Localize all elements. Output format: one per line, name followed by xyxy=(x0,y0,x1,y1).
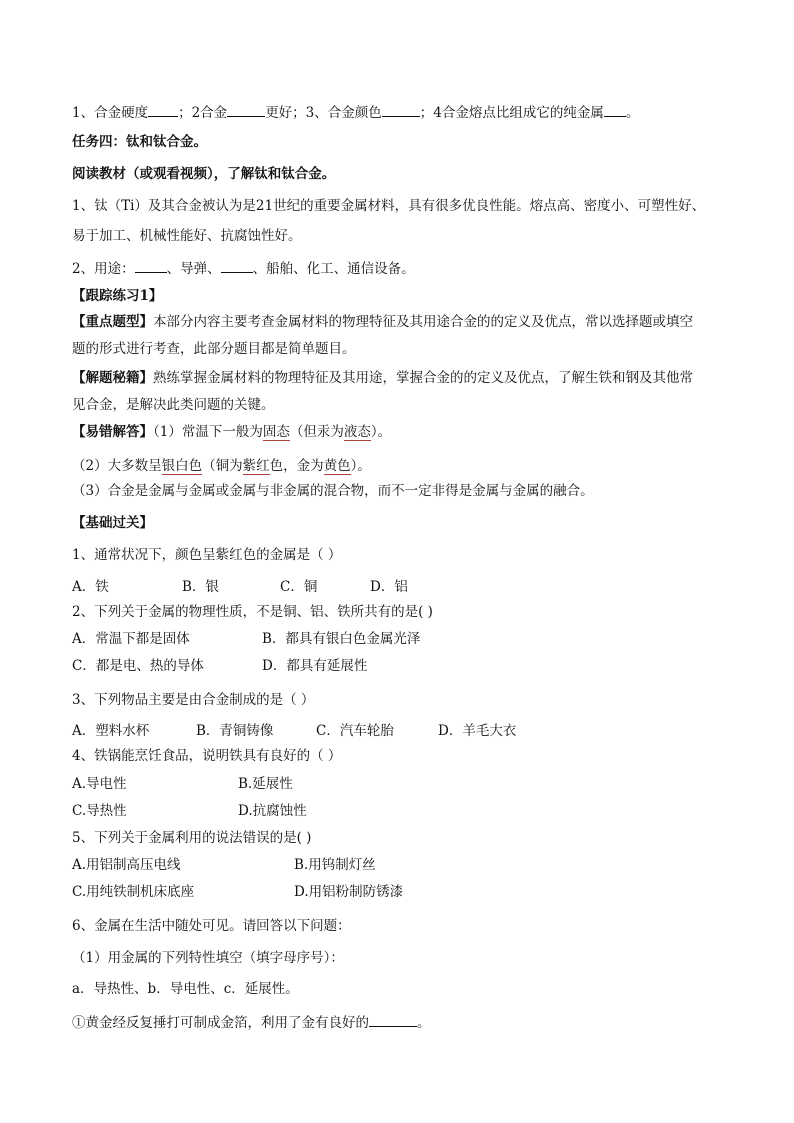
option-a[interactable]: A．铁 xyxy=(72,579,109,595)
errors-label: 【易错解答】 xyxy=(72,424,153,440)
key-type-line-1 xyxy=(72,313,693,331)
text: 、船舶、化工、通信设备。 xyxy=(252,261,415,277)
text: 。 xyxy=(625,105,640,121)
titanium-line-2: 易于加工、机械性能好、抗腐蚀性好。 xyxy=(72,228,302,244)
answer-blank[interactable] xyxy=(382,102,420,117)
text: ①黄金经反复捶打可制成金箔，利用了金有良好的 xyxy=(72,1015,369,1031)
text: ）。 xyxy=(350,458,371,474)
basic-title: 【基础过关】 xyxy=(72,515,153,531)
key-type-label: 【重点题型】 xyxy=(72,314,153,330)
question-1: 1、通常状况下，颜色呈紫红色的金属是（ ） xyxy=(72,547,342,563)
answer-blank[interactable] xyxy=(227,102,265,117)
answer-blank[interactable] xyxy=(221,258,253,273)
option-c[interactable]: C.用纯铁制机床底座 xyxy=(72,884,195,900)
option-d[interactable]: D．铝 xyxy=(370,579,408,595)
underlined-term: 液态 xyxy=(343,424,371,440)
question-3-options xyxy=(72,722,516,740)
text: 、导弹、 xyxy=(166,261,221,277)
question-5: 5、下列关于金属利用的说法错误的是( ) xyxy=(72,830,312,846)
secret-line-2: 见合金，是解决此类问题的关键。 xyxy=(72,397,275,413)
question-4: 4、铁锅能烹饪食品，说明铁具有良好的（ ） xyxy=(72,748,342,764)
answer-blank[interactable] xyxy=(148,102,178,117)
option-d[interactable]: D．都具有延展性 xyxy=(262,658,368,674)
option-d[interactable]: D.用铝粉制防锈漆 xyxy=(294,884,404,900)
question-2-options-2 xyxy=(72,657,367,675)
text: （但汞为 xyxy=(289,424,344,440)
text: 。 xyxy=(417,1015,431,1031)
text: 色，金为 xyxy=(269,458,324,474)
option-a[interactable]: A．常温下都是固体 xyxy=(72,631,190,647)
question-6-sub-1: （1）用金属的下列特性填空（填字母序号）： xyxy=(72,950,344,966)
text: （2）大多数呈 xyxy=(72,458,162,474)
option-d[interactable]: D.抗腐蚀性 xyxy=(238,803,307,819)
option-a[interactable]: A.导电性 xyxy=(72,776,127,792)
option-d[interactable]: D．羊毛大衣 xyxy=(438,723,517,739)
option-b[interactable]: B.用钨制灯丝 xyxy=(294,857,376,873)
task4-read: 阅读教材（或观看视频），了解钛和钛合金。 xyxy=(72,166,336,182)
secret-label: 【解题秘籍】 xyxy=(72,370,153,386)
follow-title: 【跟踪练习1】 xyxy=(72,288,163,304)
answer-blank[interactable] xyxy=(369,1012,417,1027)
option-a[interactable]: A．塑料水杯 xyxy=(72,723,150,739)
text: 2、用途： xyxy=(72,261,135,277)
option-c[interactable]: C.导热性 xyxy=(72,803,127,819)
option-c[interactable]: C．汽车轮胎 xyxy=(316,723,394,739)
option-c[interactable]: C．都是电、热的导体 xyxy=(72,658,204,674)
question-3: 3、下列物品主要是由合金制成的是（ ） xyxy=(72,692,315,708)
underlined-term: 固态 xyxy=(262,424,290,440)
question-1-options xyxy=(72,578,408,596)
option-b[interactable]: B．银 xyxy=(182,579,219,595)
titanium-line-1: 1、钛（Ti）及其合金被认为是21世纪的重要金属材料，具有很多优良性能。熔点高、密度小、可塑性好、 xyxy=(72,198,706,214)
text: 1、合金硬度 xyxy=(72,105,149,121)
underlined-term: 银白色 xyxy=(161,458,203,474)
answer-blank[interactable] xyxy=(604,102,626,117)
question-5-options-2 xyxy=(72,883,403,901)
secret-line-1 xyxy=(72,369,693,387)
text: 熟练掌握金属材料的物理特征及其用途，掌握合金的的定义及优点，了解生铁和钢及其他常 xyxy=(153,370,693,386)
errors-line-2 xyxy=(72,457,371,475)
errors-line-1 xyxy=(72,423,391,441)
text: （铜为 xyxy=(202,458,243,474)
text: （1）常温下一般为 xyxy=(153,424,263,440)
underlined-term: 黄色 xyxy=(323,458,351,474)
option-c[interactable]: C．铜 xyxy=(280,579,318,595)
question-6-sub-3 xyxy=(72,1012,431,1032)
question-2-options-1 xyxy=(72,630,420,648)
text: 更好；3、合金颜色 xyxy=(265,105,382,121)
text: ；2合金 xyxy=(178,105,228,121)
question-4-options-2 xyxy=(72,802,307,820)
key-type-line-2: 题的形式进行考查，此部分题目都是简单题目。 xyxy=(72,341,356,357)
option-b[interactable]: B.延展性 xyxy=(238,776,293,792)
text: 本部分内容主要考查金属材料的物理特征及其用途合金的的定义及优点，常以选择题或填空 xyxy=(153,314,693,330)
question-2: 2、下列关于金属的物理性质，不是铜、铝、铁所共有的是( ) xyxy=(72,604,433,620)
task4-title: 任务四：钛和钛合金。 xyxy=(72,134,207,150)
option-b[interactable]: B．青铜铸像 xyxy=(196,723,274,739)
use-line xyxy=(72,258,415,278)
option-a[interactable]: A.用铝制高压电线 xyxy=(72,857,181,873)
underlined-term: 紫红 xyxy=(242,458,270,474)
errors-line-3: （3）合金是金属与金属或金属与非金属的混合物，而不一定非得是金属与金属的融合。 xyxy=(72,483,594,499)
text: ；4合金熔点比组成它的纯金属 xyxy=(419,105,604,121)
answer-blank[interactable] xyxy=(135,258,167,273)
text: ）。 xyxy=(370,424,392,440)
question-6-sub-2: a．导热性、b．导电性、c．延展性。 xyxy=(72,981,299,997)
summary-line xyxy=(72,102,639,122)
question-6: 6、金属在生活中随处可见。请回答以下问题： xyxy=(72,918,351,934)
question-4-options-1 xyxy=(72,775,293,793)
question-5-options-1 xyxy=(72,856,376,874)
option-b[interactable]: B．都具有银白色金属光泽 xyxy=(262,631,421,647)
